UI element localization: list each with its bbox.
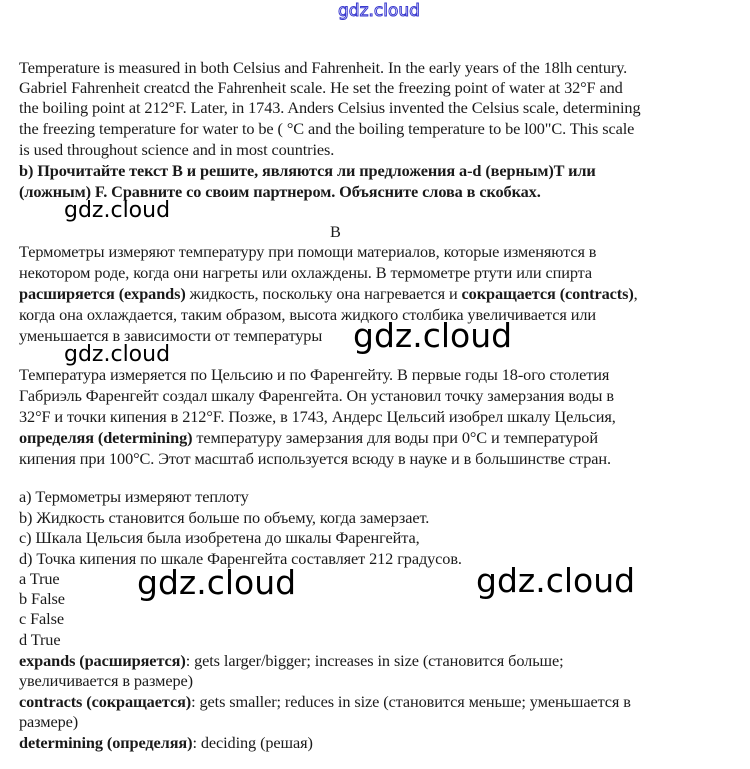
- text-line: [19, 78, 623, 98]
- text-segment: уменьшается в зависимости от температуры: [19, 326, 323, 345]
- text-segment: the boiling point at 212°F. Later, in 1743. Anders Celsius invented the Celsius scale, determining: [19, 98, 641, 117]
- bold-text: сокращается (contracts): [461, 284, 634, 303]
- text-line: [19, 651, 564, 671]
- text-segment: a) Термометры измеряют теплоту: [19, 487, 249, 506]
- text-line: [19, 449, 611, 469]
- text-line: [19, 365, 609, 385]
- text-segment: Термометры измеряют температуру при помощи материалов, которые изменяются в: [19, 242, 597, 261]
- text-segment: некотором роде, когда они нагреты или охлаждены. В термометре ртути или спирта: [19, 263, 592, 282]
- text-segment: когда она охлаждается, таким образом, высота жидкого столбика увеличивается или: [19, 305, 596, 324]
- text-segment: Габриэль Фаренгейт создал шкалу Фаренгейта. Он установил точку замерзания воды в: [19, 386, 614, 405]
- text-segment: жидкость, поскольку она нагревается и: [185, 284, 462, 303]
- text-segment: : gets larger/bigger; increases in size (становится больше;: [185, 651, 564, 670]
- text-segment: c False: [19, 609, 64, 628]
- text-line: [19, 242, 596, 262]
- text-line: [19, 140, 334, 160]
- text-segment: : gets smaller; reduces in size (становится меньше; уменьшается в: [191, 692, 631, 711]
- text-segment: размере): [19, 712, 79, 731]
- text-line: [19, 712, 78, 732]
- text-line: [19, 671, 193, 691]
- bold-text: determining (определяя): [19, 733, 193, 752]
- text-line: [19, 528, 420, 548]
- text-segment: b False: [19, 589, 65, 608]
- watermark-top: gdz.cloud: [338, 1, 420, 21]
- text-line: [19, 263, 592, 283]
- bold-text: определяя (determining): [19, 428, 193, 447]
- text-segment: Gabriel Fahrenheit creatcd the Fahrenheit scale. He set the freezing point of water at 32°F and: [19, 78, 623, 97]
- text-line: [19, 630, 60, 650]
- text-segment: кипения при 100°C. Этот масштаб используется всюду в науке и в большинстве стран.: [19, 449, 611, 468]
- text-segment: a True: [19, 569, 60, 588]
- watermark: gdz.cloud: [137, 563, 297, 602]
- text-line: [19, 98, 641, 118]
- text-line: [19, 692, 631, 712]
- text-segment: Temperature is measured in both Celsius and Fahrenheit. In the early years of the 18lh century.: [19, 58, 628, 77]
- text-line: [19, 609, 64, 629]
- text-line: [19, 589, 65, 609]
- text-line: [19, 487, 249, 507]
- text-segment: увеличивается в размере): [19, 671, 193, 690]
- text-segment: is used throughout science and in most countries.: [19, 140, 335, 159]
- text-segment: b) Жидкость становится больше по объему, когда замерзает.: [19, 508, 430, 527]
- text-line: [19, 161, 596, 181]
- text-segment: температуру замерзания для воды при 0°C и температурой: [192, 428, 598, 447]
- bold-text: b) Прочитайте текст B и решите, являются ли предложения a-d (верным)T или: [19, 161, 596, 180]
- watermark: gdz.cloud: [64, 342, 171, 367]
- text-line: [19, 569, 60, 589]
- text-segment: ,: [633, 284, 638, 303]
- bold-text: (ложным) F. Сравните со своим партнером. Объясните слова в скобках.: [19, 182, 541, 201]
- text-segment: d True: [19, 630, 61, 649]
- text-line: [19, 58, 627, 78]
- text-line: [19, 733, 313, 753]
- text-line: [19, 508, 429, 528]
- text-segment: Температура измеряется по Цельсию и по Фаренгейту. В первые годы 18-ого столетия: [19, 365, 610, 384]
- section-label: B: [330, 222, 341, 241]
- text-segment: c) Шкала Цельсия была изобретена до шкалы Фаренгейта,: [19, 528, 420, 547]
- text-segment: d) Точка кипения по шкале Фаренгейта составляет 212 градусов.: [19, 549, 462, 568]
- watermark: gdz.cloud: [64, 198, 171, 223]
- watermark: gdz.cloud: [476, 561, 636, 600]
- text-line: [19, 119, 634, 139]
- text-segment: the freezing temperature for water to be ( °C and the boiling temperature to be l00"C. This scale: [19, 119, 635, 138]
- bold-text: расширяется (expands): [19, 284, 186, 303]
- text-segment: 32°F и точки кипения в 212°F. Позже, в 1743, Андерс Цельсий изобрел шкалу Цельсия,: [19, 407, 616, 426]
- text-line: [19, 407, 616, 427]
- bold-text: expands (расширяется): [19, 651, 186, 670]
- watermark: gdz.cloud: [353, 316, 513, 355]
- text-line: [19, 428, 598, 448]
- text-segment: : deciding (решая): [192, 733, 313, 752]
- bold-text: contracts (сокращается): [19, 692, 192, 711]
- text-line: [19, 284, 638, 304]
- text-line: [19, 386, 614, 406]
